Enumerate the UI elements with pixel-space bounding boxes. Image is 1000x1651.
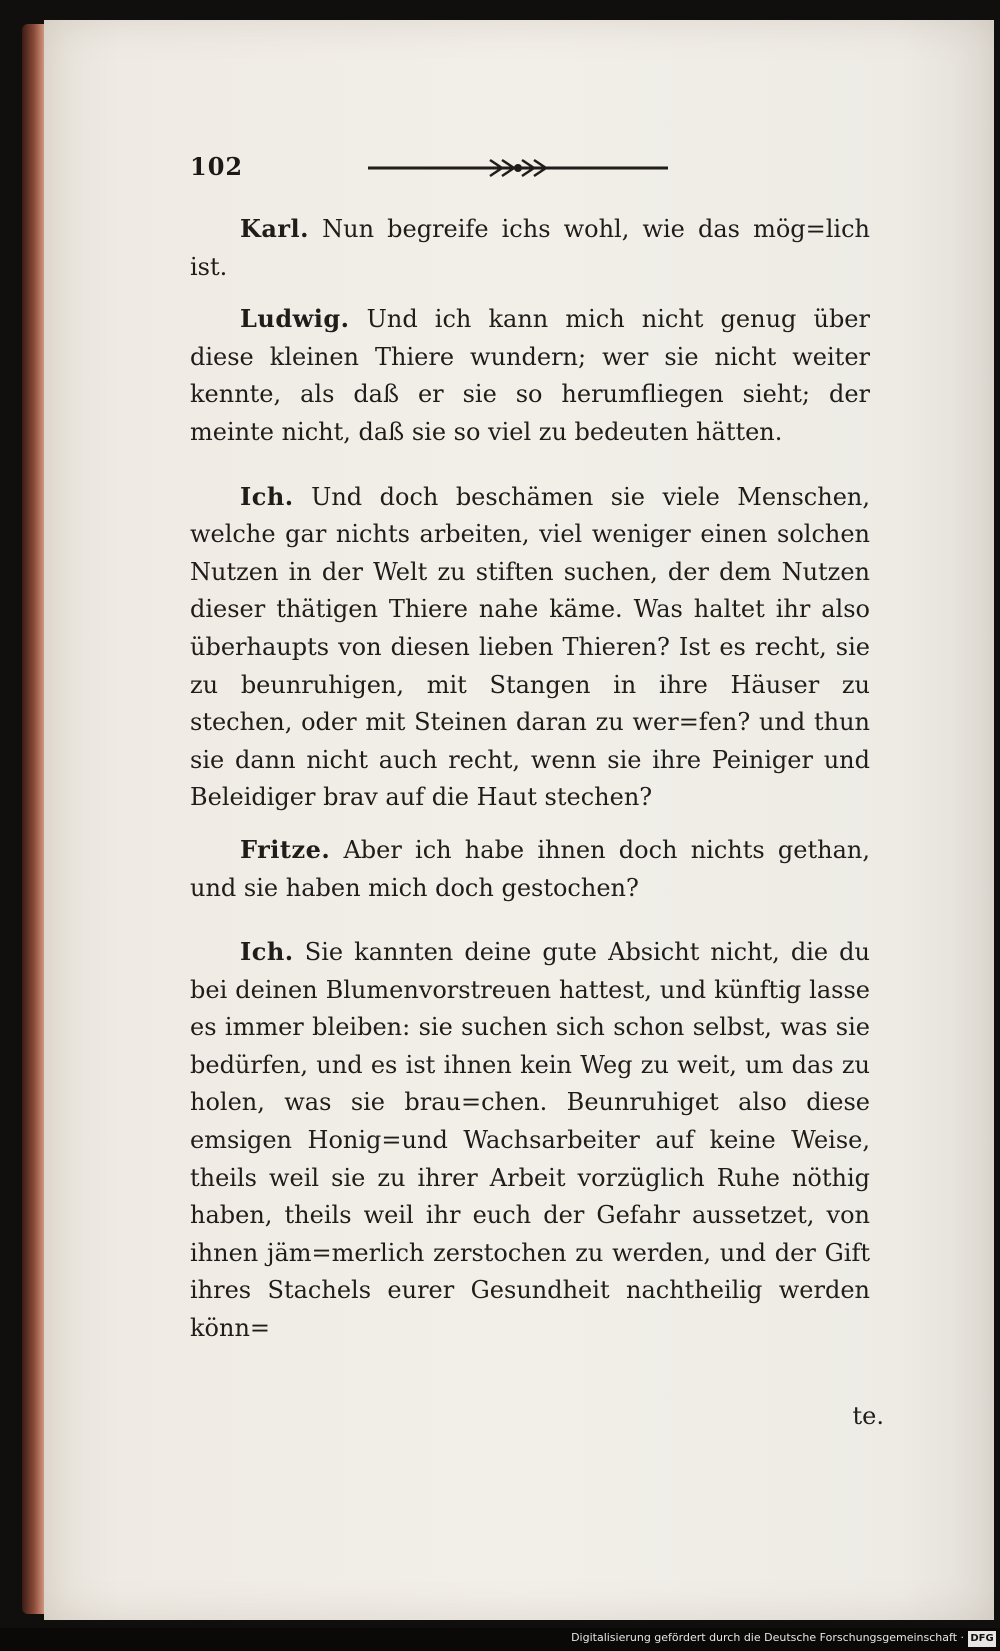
speaker-name: Karl.	[240, 214, 310, 243]
dialogue-paragraph	[190, 933, 870, 1348]
paragraph-text: Aber ich habe ihnen doch nichts gethan, und sie haben mich doch gestochen?	[190, 835, 870, 902]
page-number: 102	[190, 152, 244, 181]
speaker-name: Ich.	[240, 481, 294, 511]
page-header	[190, 152, 690, 192]
dialogue-paragraph	[190, 478, 870, 817]
ornament-divider-icon	[368, 154, 668, 182]
speaker-name: Ich.	[240, 937, 294, 967]
body-text	[190, 210, 870, 1362]
footer-credit: Digitalisierung gefördert durch die Deutsche Forschungsgemeinschaft ·	[571, 1631, 964, 1644]
paragraph-text: Und doch beschämen sie viele Menschen, welche gar nichts arbeiten, viel weniger einen solchen Nutzen in der Welt zu stiften suchen, der dem Nutzen dieser thätigen Thiere nahe käme. Was haltet ihr also überhaupts von diesen lieben Thieren? Ist es recht, sie zu beunruhigen, mit Stangen in ihre Häuser zu stechen, oder mit Steinen daran zu wer=fen? und thun sie dann nicht auch recht, wenn sie ihre Peiniger und Beleidiger brav auf die Haut stechen?	[190, 482, 870, 812]
catchword: te.	[852, 1402, 884, 1430]
dialogue-paragraph	[190, 210, 870, 286]
speaker-name: Fritze.	[240, 834, 331, 864]
dialogue-paragraph	[190, 300, 870, 451]
dfg-logo: DFG	[968, 1631, 996, 1647]
paragraph-text: Und ich kann mich nicht genug über diese kleinen Thiere wundern; wer sie nicht weiter kennte, als daß er sie so herumfliegen sieht; der meinte nicht, daß sie so viel zu bedeuten hätten.	[190, 305, 870, 446]
speaker-name: Ludwig.	[240, 304, 350, 334]
paragraph-text: Sie kannten deine gute Absicht nicht, die du bei deinen Blumenvorstreuen hattest, und künftig lasse es immer bleiben: sie suchen sich schon selbst, was sie bedürfen, und es ist ihnen kein Weg zu weit, um das zu holen, was sie brau=chen. Beunruhiget also diese emsigen Honig=und Wachsarbeiter auf keine Weise, theils weil sie zu ihrer Arbeit vorzüglich Ruhe nöthig haben, theils weil ihr euch der Gefahr aussetzet, von ihnen jäm=merlich zerstochen zu werden, und der Gift ihres Stachels eurer Gesundheit nachtheilig werden könn=	[190, 938, 870, 1343]
paragraph-text: Nun begreife ichs wohl, wie das mög=lich ist.	[190, 215, 870, 281]
dialogue-paragraph	[190, 831, 870, 907]
